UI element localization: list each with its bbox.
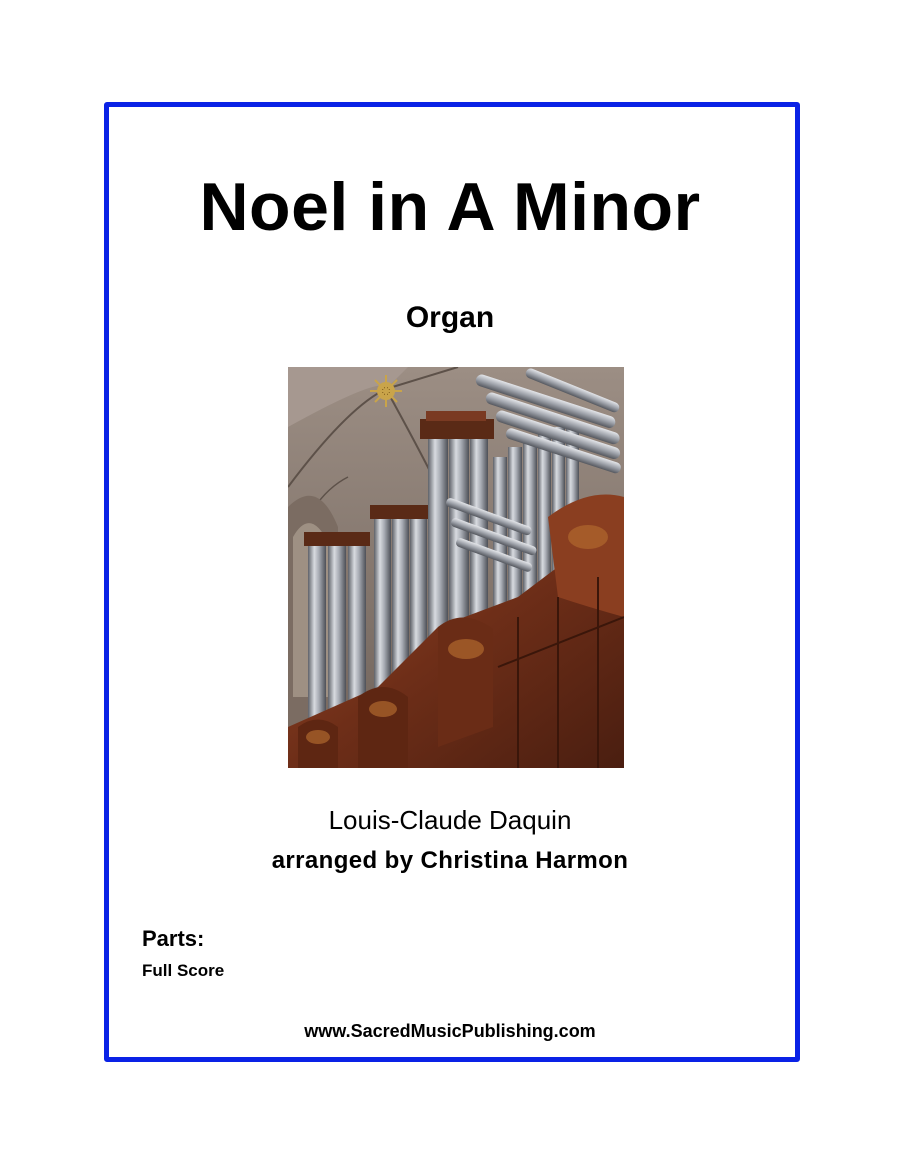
parts-heading: Parts: [142, 926, 205, 951]
pipe-organ-photo [288, 367, 624, 768]
instrument-label: Organ [405, 301, 495, 334]
score-title: Noel in A Minor [199, 169, 701, 245]
publisher-website[interactable]: www.SacredMusicPublishing.com [304, 1021, 596, 1041]
parts-item-full-score: Full Score [142, 961, 225, 980]
composer-name: Louis-Claude Daquin [328, 805, 572, 835]
arranger-credit: arranged by Christina Harmon [271, 847, 629, 874]
pipe-organ-illustration [288, 367, 624, 768]
